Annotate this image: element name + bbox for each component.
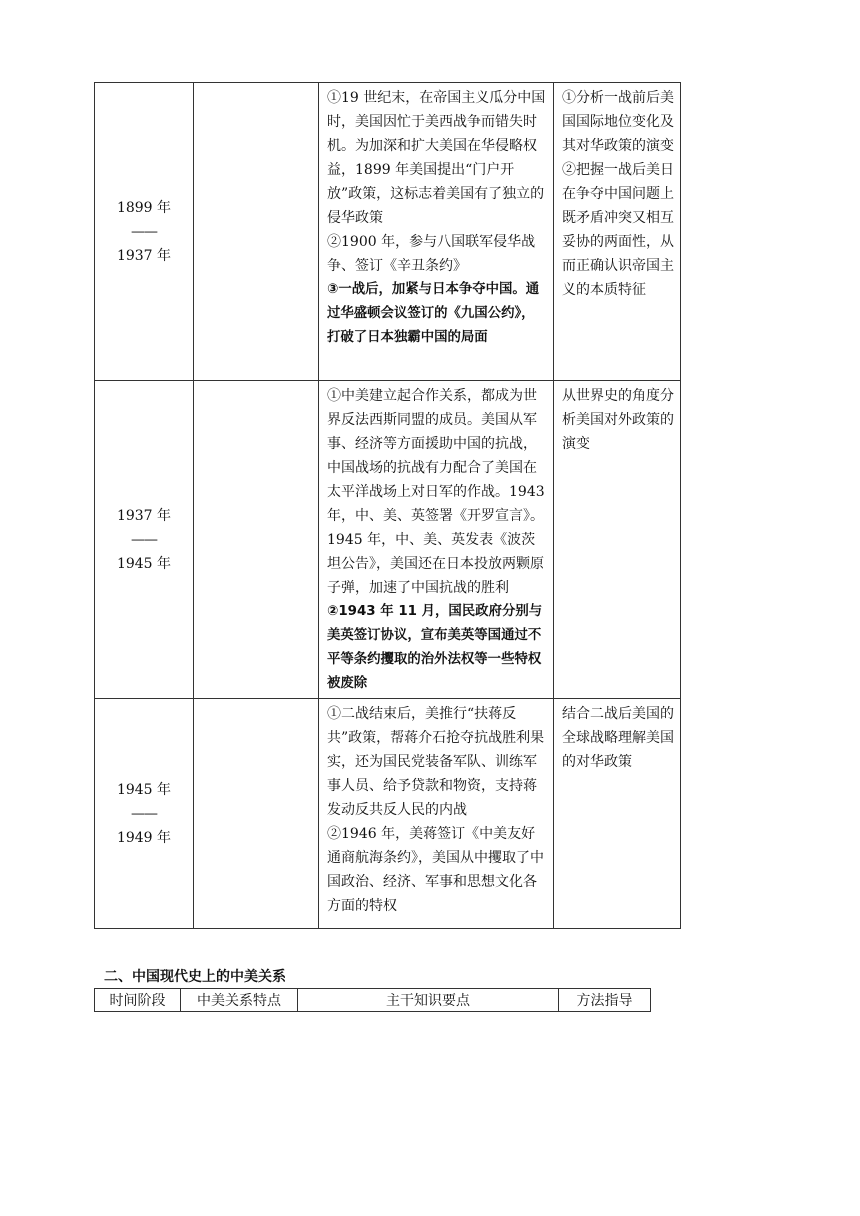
feature-cell <box>194 83 319 381</box>
method-text: ②把握一战后美日在争夺中国问题上既矛盾冲突又相互妥协的两面性，从而正确认识帝国主义的本质特征 <box>562 162 674 298</box>
history-table <box>94 82 681 929</box>
period-end: 1945 年 <box>116 555 172 572</box>
section-heading: 二、中国现代史上的中美关系 <box>104 969 286 985</box>
points-cell <box>319 699 554 929</box>
method-cell <box>554 381 681 699</box>
period-cell <box>95 699 194 929</box>
method-text: ①分析一战前后美国国际地位变化及其对华政策的演变 <box>562 90 674 154</box>
point-text: ②1900 年，参与八国联军侵华战争、签订《辛丑条约》 <box>327 234 536 274</box>
feature-cell <box>194 381 319 699</box>
period-cell <box>95 83 194 381</box>
method-text: 从世界史的角度分析美国对外政策的演变 <box>562 388 674 452</box>
points-cell <box>319 83 554 381</box>
period-end: 1937 年 <box>116 247 172 264</box>
point-text: ①19 世纪末，在帝国主义瓜分中国时，美国因忙于美西战争而错失时机。为加深和扩大美国在华侵略权益，1899 年美国提出“门户开放”政策，这标志着美国有了独立的侵华政策 <box>327 90 546 226</box>
point-text-bold: ③一战后，加紧与日本争夺中国。通过华盛顿会议签订的《九国公约》，打破了日本独霸中国的局面 <box>327 282 540 345</box>
header-period: 时间阶段 <box>95 989 181 1012</box>
table-row <box>95 381 681 699</box>
period-separator: —— <box>131 805 157 822</box>
table-row <box>95 83 681 381</box>
period-separator: —— <box>131 223 157 240</box>
point-text: ②1946 年，美蒋签订《中美友好通商航海条约》，美国从中攫取了中国政治、经济、军事和思想文化各方面的特权 <box>327 826 544 914</box>
method-cell <box>554 699 681 929</box>
period-separator: —— <box>131 531 157 548</box>
point-text-bold: ②1943 年 11 月，国民政府分别与美英签订协议，宣布美英等国通过不平等条约攫取的治外法权等一些特权被废除 <box>327 604 543 691</box>
section2-table <box>94 988 651 1012</box>
header-method: 方法指导 <box>559 989 651 1012</box>
method-text: 结合二战后美国的全球战略理解美国的对华政策 <box>562 706 674 770</box>
point-text: ①二战结束后，美推行“扶蒋反共”政策，帮蒋介石抢夺抗战胜利果实，还为国民党装备军队、训练军事人员、给予贷款和物资，支持蒋发动反共反人民的内战 <box>327 706 545 818</box>
table-row <box>95 699 681 929</box>
period-end: 1949 年 <box>116 829 172 846</box>
method-cell <box>554 83 681 381</box>
period-start: 1937 年 <box>116 507 172 524</box>
feature-cell <box>194 699 319 929</box>
period-start: 1899 年 <box>116 199 172 216</box>
header-row <box>95 989 651 1012</box>
header-feature: 中美关系特点 <box>181 989 298 1012</box>
period-cell <box>95 381 194 699</box>
points-cell <box>319 381 554 699</box>
period-start: 1945 年 <box>116 781 172 798</box>
point-text: ①中美建立起合作关系，都成为世界反法西斯同盟的成员。美国从军事、经济等方面援助中国的抗战，中国战场的抗战有力配合了美国在太平洋战场上对日军的作战。1943 年，中、美、英签署《开罗宣言》。1945 年，中、美、英发表《波茨坦公告》，美国还在日本投放两颗原子弹，加速了中国抗战的胜利 <box>327 388 545 596</box>
header-points: 主干知识要点 <box>298 989 559 1012</box>
